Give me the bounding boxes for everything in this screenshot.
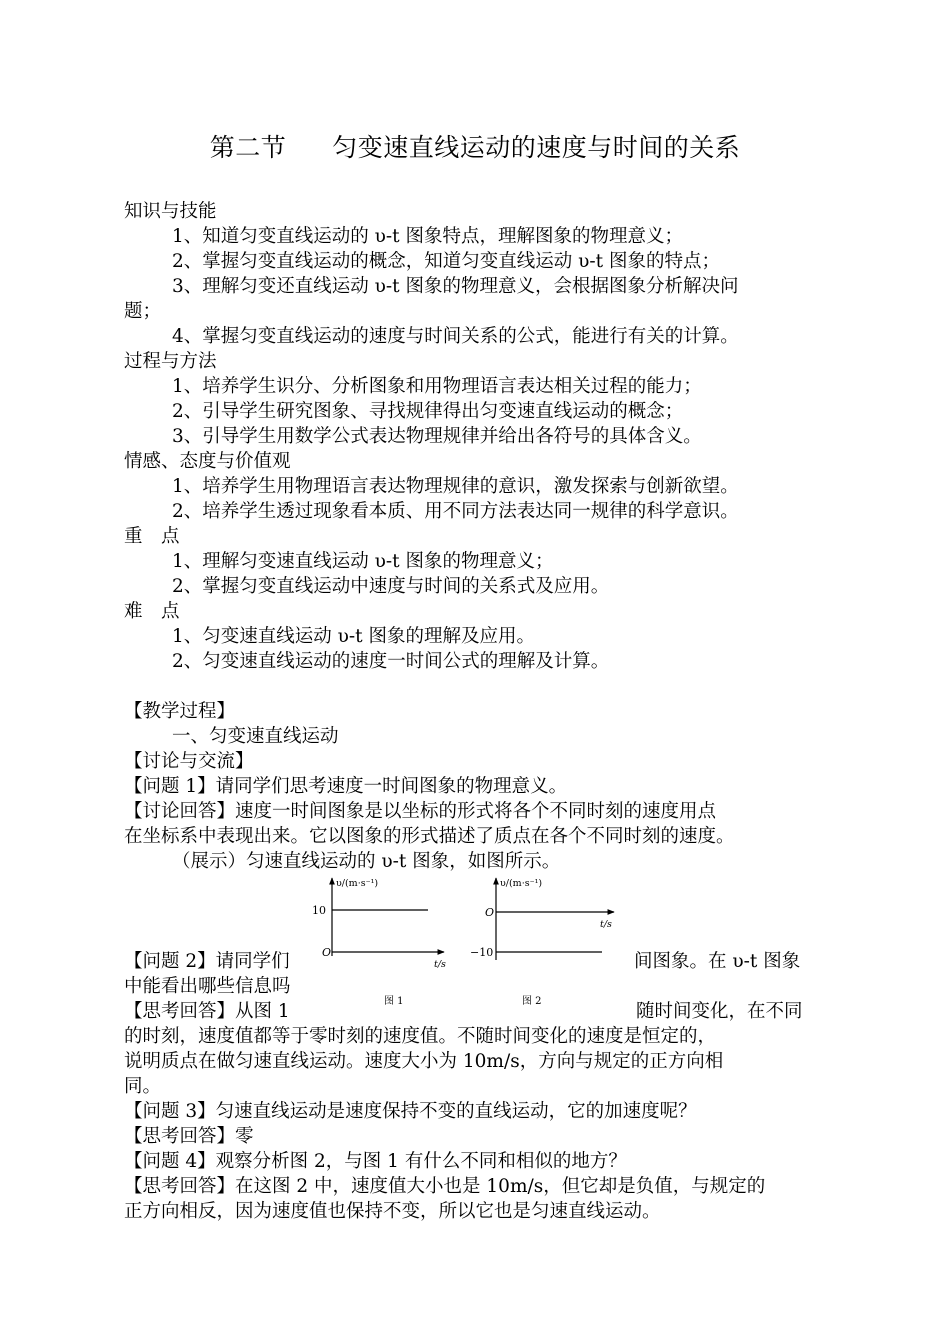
paragraph-line: 题；	[124, 301, 162, 322]
graph-1-tick-label: 10	[312, 904, 326, 917]
paragraph-line: 2、掌握匀变直线运动的概念，知道匀变直线运动 υ-t 图象的特点；	[172, 251, 720, 272]
title-section-number: 第二节	[209, 133, 287, 162]
answer-2-left: 【思考回答】从图 1	[124, 1001, 290, 1022]
title-text: 匀变速直线运动的速度与时间的关系	[332, 133, 741, 162]
answer-3: 【思考回答】零	[124, 1126, 254, 1147]
answer-2-right: 随时间变化，在不同	[636, 1001, 803, 1022]
paragraph-line: 2、引导学生研究图象、寻找规律得出匀变速直线运动的概念；	[172, 401, 684, 422]
question-2-right: 间图象。在 υ-t 图象	[634, 951, 801, 972]
question-4: 【问题 4】观察分析图 2，与图 1 有什么不同和相似的地方？	[124, 1151, 627, 1172]
heading-teaching-process: 【教学过程】	[124, 701, 236, 722]
heading-difficulties: 难 点	[124, 601, 180, 622]
subsection-title: 一、匀变速直线运动	[172, 726, 339, 747]
vt-graph-figure	[300, 872, 630, 1020]
paragraph-line: 的时刻，速度值都等于零时刻的速度值。不随时间变化的速度是恒定的，	[124, 1026, 717, 1047]
graph-1	[312, 878, 446, 1007]
graph-1-origin-label: O	[322, 946, 332, 959]
graph-2-origin-label: O	[485, 906, 495, 919]
paragraph-line: 1、培养学生用物理语言表达物理规律的意识，激发探索与创新欲望。	[172, 476, 739, 497]
page-title	[0, 128, 950, 164]
answer-line: 在坐标系中表现出来。它以图象的形式描述了质点在各个不同时刻的速度。	[124, 826, 735, 847]
paragraph-line: 2、掌握匀变直线运动中速度与时间的关系式及应用。	[172, 576, 610, 597]
heading-discussion: 【讨论与交流】	[124, 751, 254, 772]
paragraph-line: 同。	[124, 1076, 162, 1097]
vt-graphs-svg	[300, 872, 630, 1020]
heading-process-method: 过程与方法	[124, 351, 217, 372]
paragraph-line: 3、引导学生用数学公式表达物理规律并给出各符号的具体含义。	[172, 426, 702, 447]
graph-1-y-label: υ/(m·s⁻¹)	[336, 878, 379, 889]
answer-line: 【讨论回答】速度一时间图象是以坐标的形式将各个不同时刻的速度用点	[124, 801, 717, 822]
graph-2-x-label: t/s	[600, 919, 612, 930]
paragraph-line: 说明质点在做匀速直线运动。速度大小为 10m/s，方向与规定的正方向相	[124, 1051, 724, 1072]
question-3: 【问题 3】匀速直线运动是速度保持不变的直线运动，它的加速度呢？	[124, 1101, 697, 1122]
question-2-left: 【问题 2】请同学们	[124, 951, 290, 972]
graph-2-caption: 图 2	[522, 996, 542, 1007]
heading-knowledge-skills: 知识与技能	[124, 201, 217, 222]
paragraph-line: 2、培养学生透过现象看本质、用不同方法表达同一规律的科学意识。	[172, 501, 739, 522]
heading-key-points: 重 点	[124, 526, 180, 547]
graph-2-y-label: υ/(m·s⁻¹)	[500, 878, 543, 889]
paragraph-line: 1、培养学生识分、分析图象和用物理语言表达相关过程的能力；	[172, 376, 702, 397]
paragraph-line: 中能看出哪些信息吗	[124, 976, 291, 997]
answer-line: 正方向相反，因为速度值也保持不变，所以它也是匀速直线运动。	[124, 1201, 661, 1222]
paragraph-line: 1、匀变速直线运动 υ-t 图象的理解及应用。	[172, 626, 535, 647]
graph-1-caption: 图 1	[384, 996, 404, 1007]
answer-line: 【思考回答】在这图 2 中，速度值大小也是 10m/s，但它却是负值，与规定的	[124, 1176, 766, 1197]
paragraph-line: 3、理解匀变还直线运动 υ-t 图象的物理意义，会根据图象分析解决问	[172, 276, 739, 297]
graph-1-x-label: t/s	[434, 959, 446, 970]
paragraph-line: 1、知道匀变直线运动的 υ-t 图象特点，理解图象的物理意义；	[172, 226, 683, 247]
graph-2	[470, 878, 614, 1007]
paragraph-line: 4、掌握匀变直线运动的速度与时间关系的公式，能进行有关的计算。	[172, 326, 739, 347]
graph-2-tick-label: −10	[470, 946, 494, 959]
question-1: 【问题 1】请同学们思考速度一时间图象的物理意义。	[124, 776, 568, 797]
paragraph-line: （展示）匀速直线运动的 υ-t 图象，如图所示。	[172, 851, 561, 872]
paragraph-line: 2、匀变速直线运动的速度一时间公式的理解及计算。	[172, 651, 610, 672]
heading-attitude-values: 情感、态度与价值观	[124, 451, 291, 472]
paragraph-line: 1、理解匀变速直线运动 υ-t 图象的物理意义；	[172, 551, 554, 572]
